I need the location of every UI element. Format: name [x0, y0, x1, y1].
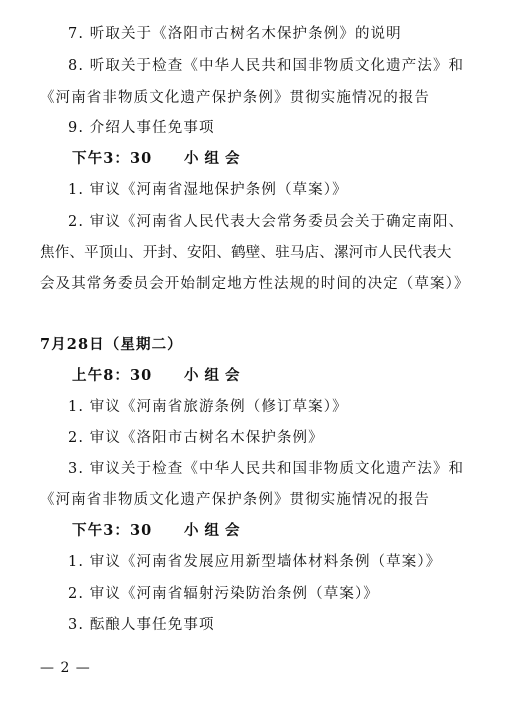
session-2-heading: [72, 366, 246, 386]
session-3-time: 下午3：30: [72, 522, 153, 539]
session-1-item-2-line-3: 会及其常务委员会开始制定地方性法规的时间的决定（草案）》: [40, 276, 470, 292]
session-3-item-3: 3. 酝酿人事任免事项: [68, 617, 215, 633]
date-heading: 7月28日（星期二）: [40, 336, 183, 353]
session-2-time: 上午8：30: [72, 367, 153, 384]
session-1-heading: [72, 149, 246, 169]
session-1-item-1: 1. 审议《河南省湿地保护条例（草案）》: [68, 182, 348, 198]
session-2-item-1: 1. 审议《河南省旅游条例（修订草案）》: [68, 399, 348, 415]
session-3-item-2: 2. 审议《河南省辐射污染防治条例（草案）》: [68, 586, 379, 602]
session-1-item-2-line-1: 2. 审议《河南省人民代表大会常务委员会关于确定南阳、: [68, 214, 465, 230]
session-3-heading: [72, 521, 246, 541]
session-2-item-3-line-2: 《河南省非物质文化遗产保护条例》贯彻实施情况的报告: [40, 492, 430, 508]
session-2-item-2: 2. 审议《洛阳市古树名木保护条例》: [68, 430, 324, 446]
session-2-item-3-line-1: 3. 审议关于检查《中华人民共和国非物质文化遗产法》和: [68, 461, 465, 477]
session-1-group: 小组会: [184, 150, 246, 167]
agenda-item-9: 9. 介绍人事任免事项: [68, 120, 215, 136]
session-1-time: 下午3：30: [72, 150, 153, 167]
page-number: — 2 —: [40, 660, 91, 676]
agenda-item-8-line-1: 8. 听取关于检查《中华人民共和国非物质文化遗产法》和: [68, 58, 465, 74]
session-3-item-1: 1. 审议《河南省发展应用新型墙体材料条例（草案）》: [68, 554, 442, 570]
session-3-group: 小组会: [184, 522, 246, 539]
session-1-item-2-line-2: 焦作、平顶山、开封、安阳、鹤壁、驻马店、漯河市人民代表大: [40, 245, 452, 261]
session-2-group: 小组会: [184, 367, 246, 384]
agenda-item-7: 7. 听取关于《洛阳市古树名木保护条例》的说明: [68, 26, 402, 42]
agenda-item-8-line-2: 《河南省非物质文化遗产保护条例》贯彻实施情况的报告: [40, 90, 430, 106]
